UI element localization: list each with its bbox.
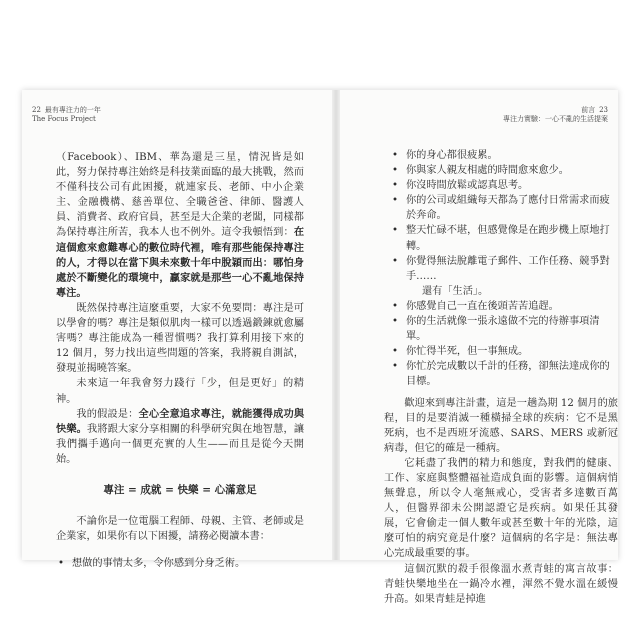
bullet-icon: • <box>392 300 399 312</box>
paragraph-text: 我的假設是： <box>76 408 139 420</box>
bullet-list <box>384 148 618 390</box>
paragraph: 不論你是一位電腦工程師、母親、主管、老師或是企業家，如果你有以下困擾，請務必閱讀本書： <box>56 516 304 543</box>
bullet-icon: • <box>392 255 399 267</box>
paragraph-text: （Facebook）、IBM、華為還是三星，情況皆是如此，努力保持專注始終是科技業面臨的最大挑戰，然而不僅科技公司有此困擾，就連家長、老師、中小企業主、金融機構、慈善單位、全職爸爸、律師、醫護人員、消費者、政府官員，甚至是大企業的老闆，同樣都為保持專注所苦，我本人也不例外。這令我頓悟到： <box>56 152 304 239</box>
emphasis-text: 全心全意追求專注，就能獲得成功與快樂。 <box>56 407 305 435</box>
book-spread <box>22 90 618 605</box>
list-item-text: 你與家人親友相處的時間愈來愈少。 <box>406 165 569 177</box>
list-item <box>384 299 618 314</box>
list-item-text: 你的身心都很疲累。 <box>406 150 498 161</box>
book-gutter <box>332 90 340 560</box>
right-header-subtitle: 專注力實驗：一心不亂的生活提案 <box>503 115 608 123</box>
list-item <box>384 344 618 359</box>
list-item <box>384 254 618 284</box>
list-item-text: 你的生活就像一張永遠做不完的待辦事項清單。 <box>406 316 600 343</box>
list-item-text: 整天忙碌不堪，但感覺像是在跑步機上原地打轉。 <box>406 225 610 252</box>
paragraph-text: 我將跟大家分享相關的科學研究與在地智慧，讓我們攜手邁向一個更充實的人生——而且是從今天開始。 <box>56 423 305 465</box>
list-item <box>384 193 618 223</box>
list-item-continuation: 還有「生活」。 <box>422 285 489 297</box>
right-page-body <box>384 148 618 607</box>
list-item-text: 你忙於完成數以千計的任務，卻無法達成你的目標。 <box>406 361 610 388</box>
bullet-icon: • <box>392 195 399 207</box>
paragraph <box>56 150 304 301</box>
equation-heading: 專注 = 成就 = 快樂 = 心滿意足 <box>103 483 257 496</box>
bullet-icon: • <box>392 165 399 177</box>
right-page-number: 23 <box>599 106 608 114</box>
left-header-title: 最有專注力的一年 <box>44 106 101 114</box>
emphasis-text: 在這個愈來愈難專心的數位時代裡，唯有那些能保持專注的人，才得以在當下與未來數十年中脫穎而出：哪怕身處於不斷變化的環境中，贏家就是那些一心不亂地保持專注。 <box>56 226 304 299</box>
paragraph: 未來這一年我會努力踐行「少，但是更好」的精神。 <box>56 378 304 405</box>
bullet-icon: • <box>392 150 399 161</box>
paragraph: 這個沉默的殺手很像溫水煮青蛙的寓言故事：青蛙快樂地坐在一鍋冷水裡，渾然不覺水溫在緩慢升高。如果青蛙是掉進 <box>384 563 618 605</box>
list-item-text: 你忙得半死，但一事無成。 <box>406 346 529 358</box>
bullet-list <box>56 556 304 571</box>
left-page-body <box>56 150 304 571</box>
list-item <box>384 359 618 389</box>
list-item-text: 你沒時間放鬆或認真思考。 <box>406 180 529 192</box>
bullet-icon: • <box>392 316 399 328</box>
bullet-icon: • <box>392 225 399 237</box>
list-item <box>56 556 304 571</box>
list-item-text: 你感覺自己一直在後頭苦苦追趕。 <box>406 300 559 312</box>
bullet-icon: • <box>392 361 399 373</box>
paragraph <box>56 407 304 467</box>
left-page-number: 22 <box>32 106 41 114</box>
list-item-text: 你覺得無法脫離電子郵件、工作任務、競爭對手…… <box>406 255 610 282</box>
right-page <box>340 90 618 605</box>
left-page-header <box>32 106 101 124</box>
bullet-icon: • <box>58 558 65 570</box>
paragraph: 既然保持專注這麼重要，大家不免要問：專注是可以學會的嗎？專注是類似肌肉一樣可以透過鍛鍊就愈屬害嗎？專注能成為一種習慣嗎？我打算利用接下來的 12 個月，努力找出這些問題的答案，我將親自測試，發現並揭曉答案。 <box>56 302 304 375</box>
left-header-title-en: The Focus Project <box>32 115 96 123</box>
list-item <box>384 163 618 178</box>
right-page-header <box>503 106 608 124</box>
list-item-text: 想做的事情太多，令你感到分身乏術。 <box>72 558 246 570</box>
bullet-icon: • <box>392 180 399 192</box>
list-item <box>384 223 618 253</box>
right-header-label: 前言 <box>581 106 596 114</box>
list-item-text: 你的公司或組織每天都為了應付日常需求而疲於奔命。 <box>406 195 610 222</box>
paragraph: 歡迎來到專注計畫，這是一趟為期 12 個月的旅程，目的是要消滅一種橫掃全球的疾病：它不是黑死病，也不是西班牙流感、SARS、MERS 或新冠病毒，但它的確是一種病。 <box>384 397 618 454</box>
bullet-icon: • <box>392 346 399 358</box>
list-item <box>384 314 618 344</box>
list-item <box>384 148 618 163</box>
left-page <box>22 90 332 570</box>
list-item <box>384 178 618 193</box>
paragraph: 它耗盡了我們的精力和態度，對我們的健康、工作、家庭與整體福祉造成負面的影響。這個病悄無聲息，所以令人毫無戒心，受害者多達數百萬人，但醫界卻未公開認證它是疾病。如果任其發展，它會偷走一個人數年或甚至數十年的光陰，這麼可怕的病究竟是什麼？這個病的名字是：無法專心完成最重要的事。 <box>384 457 618 560</box>
